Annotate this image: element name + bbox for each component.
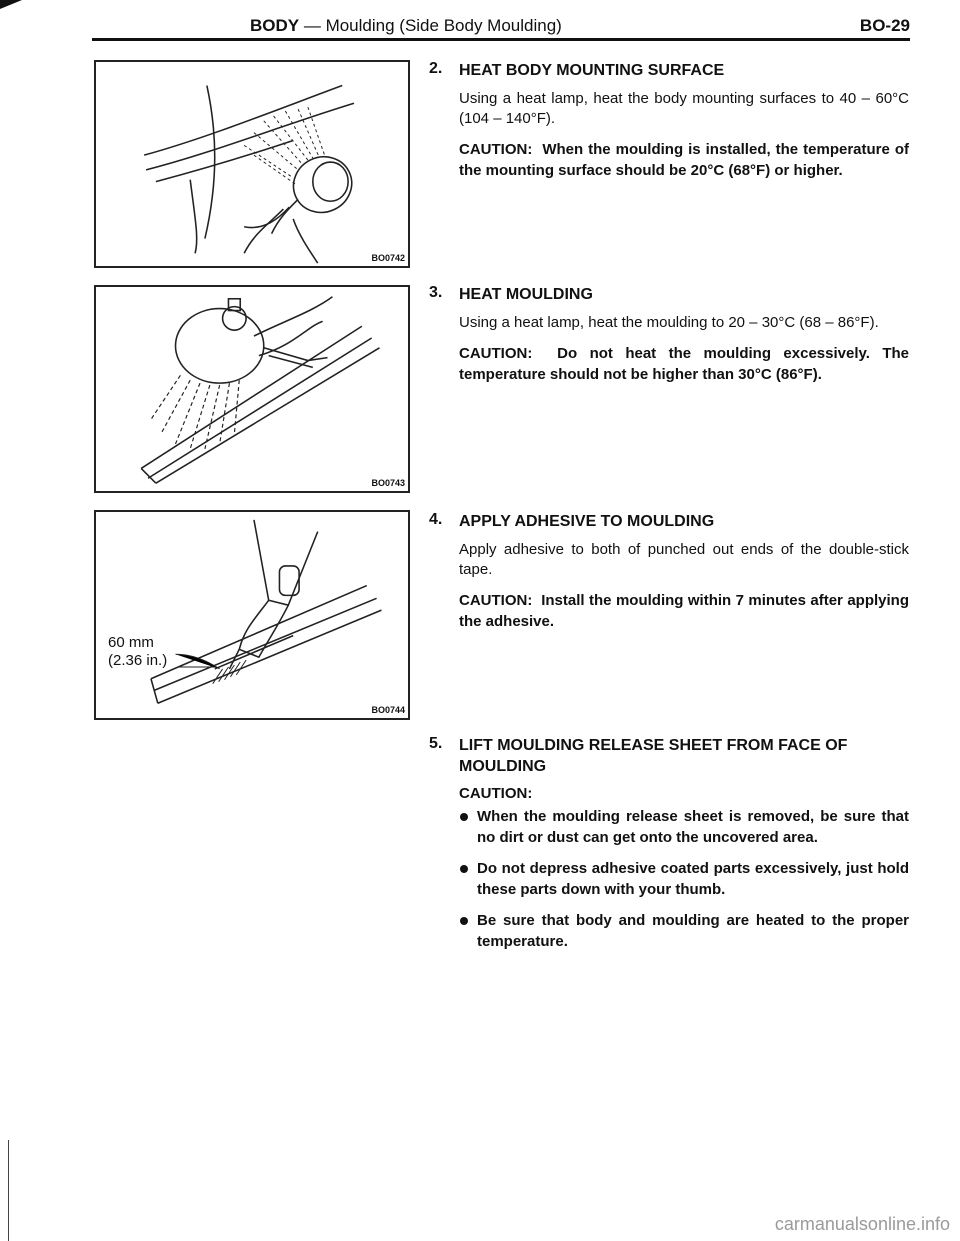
figure-apply-adhesive	[94, 510, 410, 720]
watermark: carmanualsonline.info	[774, 1214, 950, 1234]
step-number: 4.	[429, 511, 443, 528]
corner-registration-mark	[0, 0, 22, 9]
caution-label: CAUTION:	[459, 785, 533, 802]
page-number: BO-29	[859, 16, 910, 35]
step-text: Apply adhesive to both of punched out ends of the double-stick tape.	[459, 541, 909, 578]
step-5	[429, 735, 909, 962]
heat-lamp-body-illustration	[96, 62, 408, 266]
caution-label: CAUTION:	[459, 592, 533, 609]
caution-note	[459, 343, 909, 385]
margin-line	[8, 1140, 9, 1241]
step-2	[429, 60, 909, 189]
figure-code: BO0743	[371, 478, 405, 488]
figure-dimension-callout	[108, 634, 167, 670]
bullet-dot-icon	[460, 813, 468, 821]
caution-bullet	[459, 806, 909, 848]
step-heading: HEAT BODY MOUNTING SURFACE	[459, 62, 725, 79]
callout-imperial: (2.36 in.)	[108, 652, 168, 669]
heat-lamp-moulding-illustration	[96, 287, 408, 491]
caution-text: Do not heat the moulding excessively. The temperature should not be higher than 30°C (86°F).	[459, 345, 909, 383]
caution-note	[459, 590, 909, 632]
step-heading: HEAT MOULDING	[459, 286, 593, 303]
adhesive-application-illustration	[96, 512, 408, 718]
figure-heat-body-surface	[94, 60, 410, 268]
header-rule	[92, 38, 910, 41]
caution-label: CAUTION:	[459, 141, 533, 158]
step-4	[429, 511, 909, 640]
caution-text: Install the moulding within 7 minutes after applying the adhesive.	[459, 592, 909, 630]
callout-metric: 60 mm	[108, 634, 154, 651]
figure-code: BO0744	[371, 705, 405, 715]
bullet-text: When the moulding release sheet is removed, be sure that no dirt or dust can get onto the uncovered area.	[477, 808, 909, 846]
step-text: Using a heat lamp, heat the moulding to 20 – 30°C (68 – 86°F).	[459, 314, 879, 331]
caution-bullet	[459, 910, 909, 952]
step-heading: APPLY ADHESIVE TO MOULDING	[459, 513, 715, 530]
step-text: Using a heat lamp, heat the body mounting surfaces to 40 – 60°C (104 – 140°F).	[459, 90, 909, 127]
bullet-text: Be sure that body and moulding are heated to the proper temperature.	[477, 912, 909, 950]
header-subtitle: — Moulding (Side Body Moulding)	[299, 16, 562, 35]
bullet-dot-icon	[460, 865, 468, 873]
caution-text: When the moulding is installed, the temperature of the mounting surface should be 20°C (68°F) or higher.	[459, 141, 909, 179]
figure-heat-moulding	[94, 285, 410, 493]
header-section: BODY	[250, 16, 300, 35]
header-title	[250, 16, 562, 36]
caution-bullet	[459, 858, 909, 900]
step-heading: LIFT MOULDING RELEASE SHEET FROM FACE OF MOULDING	[459, 737, 848, 775]
step-3	[429, 284, 909, 393]
caution-note	[459, 139, 909, 181]
figure-code: BO0742	[371, 253, 405, 263]
caution-label: CAUTION:	[459, 345, 533, 362]
bullet-text: Do not depress adhesive coated parts excessively, just hold these parts down with your thumb.	[477, 860, 909, 898]
step-number: 5.	[429, 735, 443, 752]
step-number: 3.	[429, 284, 443, 301]
step-number: 2.	[429, 60, 443, 77]
bullet-dot-icon	[460, 917, 468, 925]
